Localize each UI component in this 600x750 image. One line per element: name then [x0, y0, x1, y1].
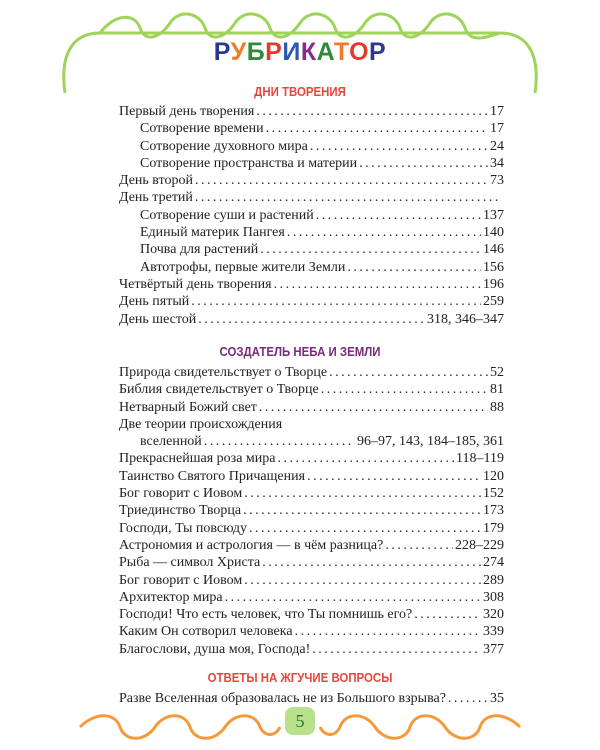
toc-entry-page: 196: [483, 276, 504, 292]
toc-entry-page: 35: [490, 691, 504, 706]
dot-leader: [312, 641, 481, 658]
section-heading: ОТВЕТЫ НА ЖГУЧИЕ ВОПРОСЫ: [207, 670, 393, 685]
toc-entry-title: Господи! Что есть человек, что Ты помнишь его?: [119, 607, 413, 623]
toc-entry-page: 228–229: [455, 537, 504, 553]
dot-leader: [256, 103, 488, 120]
toc-list: [119, 103, 504, 328]
toc-entry[interactable]: [119, 276, 504, 293]
dot-leader: [278, 450, 455, 467]
toc-entry-page: 52: [490, 365, 504, 380]
toc-entry[interactable]: [119, 293, 504, 310]
dot-leader: [385, 537, 453, 554]
toc-entry[interactable]: [119, 520, 504, 537]
toc-entry-title: Архитектор мира: [119, 589, 223, 605]
toc-entry-page: 339: [483, 624, 504, 640]
toc-entry[interactable]: [119, 554, 504, 571]
toc-entry-page: 156: [483, 259, 504, 275]
dot-leader: [329, 364, 488, 381]
toc-entry-title: Природа свидетельствует о Творце: [119, 365, 328, 380]
toc-entry[interactable]: [119, 468, 504, 485]
dot-leader: [310, 138, 488, 155]
dot-leader: [295, 623, 481, 640]
toc-entry[interactable]: [119, 189, 504, 206]
dot-leader: [448, 690, 488, 707]
toc-entry-title: Астрономия и астрология — в чём разница?: [119, 537, 384, 553]
toc-entry-page: 73: [490, 173, 504, 189]
toc-entry-title: Благослови, душа моя, Господа!: [119, 641, 311, 657]
toc-entry[interactable]: [119, 433, 504, 450]
toc-entry-page: 118–119: [456, 451, 504, 467]
toc-entry-title: Разве Вселенная образовалась не из Большого взрыва?: [119, 691, 446, 706]
toc-entry-page: 120: [483, 468, 504, 484]
dot-leader: [347, 259, 481, 276]
dot-leader: [321, 381, 488, 398]
title-letter: А: [316, 38, 334, 66]
title-letter: И: [282, 38, 301, 66]
toc-entry[interactable]: [119, 623, 504, 640]
toc-entry-title: Бог говорит с Иовом: [119, 486, 243, 502]
toc-entry[interactable]: [119, 103, 504, 120]
title-letter: Р: [265, 38, 283, 66]
section-heading: ДНИ ТВОРЕНИЯ: [254, 84, 346, 99]
toc-entry-title: Почва для растений: [140, 242, 259, 258]
toc-entry[interactable]: [119, 690, 504, 707]
toc-entry-page: 289: [483, 572, 504, 588]
title-letter: Т: [333, 38, 350, 66]
toc-entry-title: Четвёртый день творения: [119, 276, 272, 292]
toc-entry-title: Нетварный Божий свет: [119, 399, 257, 415]
toc-entry[interactable]: [119, 155, 504, 172]
toc-entry-page: 173: [483, 503, 504, 519]
toc-entry[interactable]: [119, 589, 504, 606]
dot-leader: [243, 502, 481, 519]
toc-entry-title: Сотворение времени: [140, 121, 264, 137]
dot-leader: [274, 276, 481, 293]
dot-leader: [198, 311, 425, 328]
toc-entry-title: День третий: [119, 190, 193, 206]
toc-entry-title: Сотворение пространства и материи: [140, 155, 358, 171]
toc-entry[interactable]: [119, 537, 504, 554]
dot-leader: [287, 224, 481, 241]
toc-entry-page: 34: [490, 155, 504, 171]
toc-entry[interactable]: [119, 485, 504, 502]
title-letter: К: [300, 38, 317, 66]
toc-entry-title: Господи, Ты повсюду: [119, 520, 247, 536]
toc-entry-title: Бог говорит с Иовом: [119, 572, 243, 588]
toc-entry-title: Прекраснейшая роза мира: [119, 451, 276, 467]
toc-entry-title: Сотворение духовного мира: [140, 138, 308, 154]
toc-list: [119, 364, 504, 658]
page-title: [0, 38, 600, 67]
toc-entry-page: 17: [490, 104, 504, 119]
title-letter: Р: [369, 38, 387, 66]
toc-list: [119, 690, 504, 707]
toc-entry[interactable]: [119, 364, 504, 381]
toc-entry-page: 377: [483, 641, 504, 657]
toc-entry-page: 320: [483, 607, 504, 623]
toc-entry-page: 152: [483, 486, 504, 502]
dot-leader: [244, 572, 481, 589]
toc-entry[interactable]: [119, 241, 504, 258]
section-heading: СОЗДАТЕЛЬ НЕБА И ЗЕМЛИ: [219, 344, 381, 359]
toc-entry[interactable]: [119, 138, 504, 155]
toc-entry[interactable]: [119, 207, 504, 224]
toc-entry[interactable]: [119, 606, 504, 623]
toc-entry-title: День шестой: [119, 311, 197, 327]
toc-entry-page: 140: [483, 225, 504, 241]
dot-leader: [195, 172, 488, 189]
toc-entry-page: 17: [490, 121, 504, 137]
toc-entry[interactable]: [119, 381, 504, 398]
toc-entry[interactable]: [119, 416, 504, 433]
dot-leader: [191, 293, 481, 310]
dot-leader: [195, 189, 502, 206]
title-letter: О: [349, 38, 370, 66]
toc-entry-title: Рыба — символ Христа: [119, 555, 261, 571]
toc-entry-title: Автотрофы, первые жители Земли: [140, 259, 346, 275]
title-letter: Б: [246, 38, 266, 66]
toc-entry[interactable]: [119, 311, 504, 328]
toc-entry-page: 259: [483, 294, 504, 310]
toc-entry-title: Единый материк Пангея: [140, 225, 285, 241]
toc-entry[interactable]: [119, 224, 504, 241]
toc-entry-page: 146: [483, 242, 504, 258]
dot-leader: [262, 554, 481, 571]
dot-leader: [266, 120, 488, 137]
dot-leader: [414, 606, 481, 623]
toc-entry-page: 179: [483, 520, 504, 536]
toc-entry-title: Первый день творения: [119, 104, 255, 119]
dot-leader: [359, 155, 488, 172]
title-letter: У: [230, 38, 247, 66]
toc-entry-title: День второй: [119, 173, 193, 189]
toc-entry-page: 308: [483, 589, 504, 605]
toc-entry[interactable]: [119, 502, 504, 519]
toc-entry[interactable]: [119, 641, 504, 658]
toc-entry-page: 274: [483, 555, 504, 571]
toc-entry-page: 24: [490, 138, 504, 154]
toc-entry-page: 81: [490, 382, 504, 398]
toc-entry-title: Каким Он сотворил человека: [119, 624, 293, 640]
dot-leader: [244, 485, 481, 502]
toc-entry-title: Сотворение суши и растений: [140, 207, 314, 223]
toc-entry-page: 88: [490, 399, 504, 415]
toc-entry-title: вселенной: [140, 434, 202, 450]
toc-entry[interactable]: [119, 259, 504, 276]
toc-entry[interactable]: [119, 120, 504, 137]
toc-entry[interactable]: [119, 450, 504, 467]
toc-entry-title: Триединство Творца: [119, 503, 242, 519]
toc-entry[interactable]: [119, 572, 504, 589]
dot-leader: [225, 589, 481, 606]
toc-entry-title: Две теории происхождения: [119, 416, 283, 432]
toc-entry-page: 96–97, 143, 184–185, 361: [357, 434, 504, 450]
toc-entry[interactable]: [119, 172, 504, 189]
toc-entry-title: Таинство Святого Причащения: [119, 468, 306, 484]
dot-leader: [204, 433, 355, 450]
dot-leader: [249, 520, 481, 537]
title-letter: Р: [213, 38, 231, 66]
toc-entry-title: Библия свидетельствует о Творце: [119, 382, 319, 398]
dot-leader: [260, 241, 481, 258]
page-number: 5: [285, 707, 315, 735]
toc-entry-title: День пятый: [119, 294, 190, 310]
toc-entry-page: 318, 346–347: [427, 311, 504, 327]
toc-entry[interactable]: [119, 399, 504, 416]
dot-leader: [259, 399, 488, 416]
dot-leader: [307, 468, 481, 485]
dot-leader: [316, 207, 481, 224]
toc-entry-page: 137: [483, 207, 504, 223]
